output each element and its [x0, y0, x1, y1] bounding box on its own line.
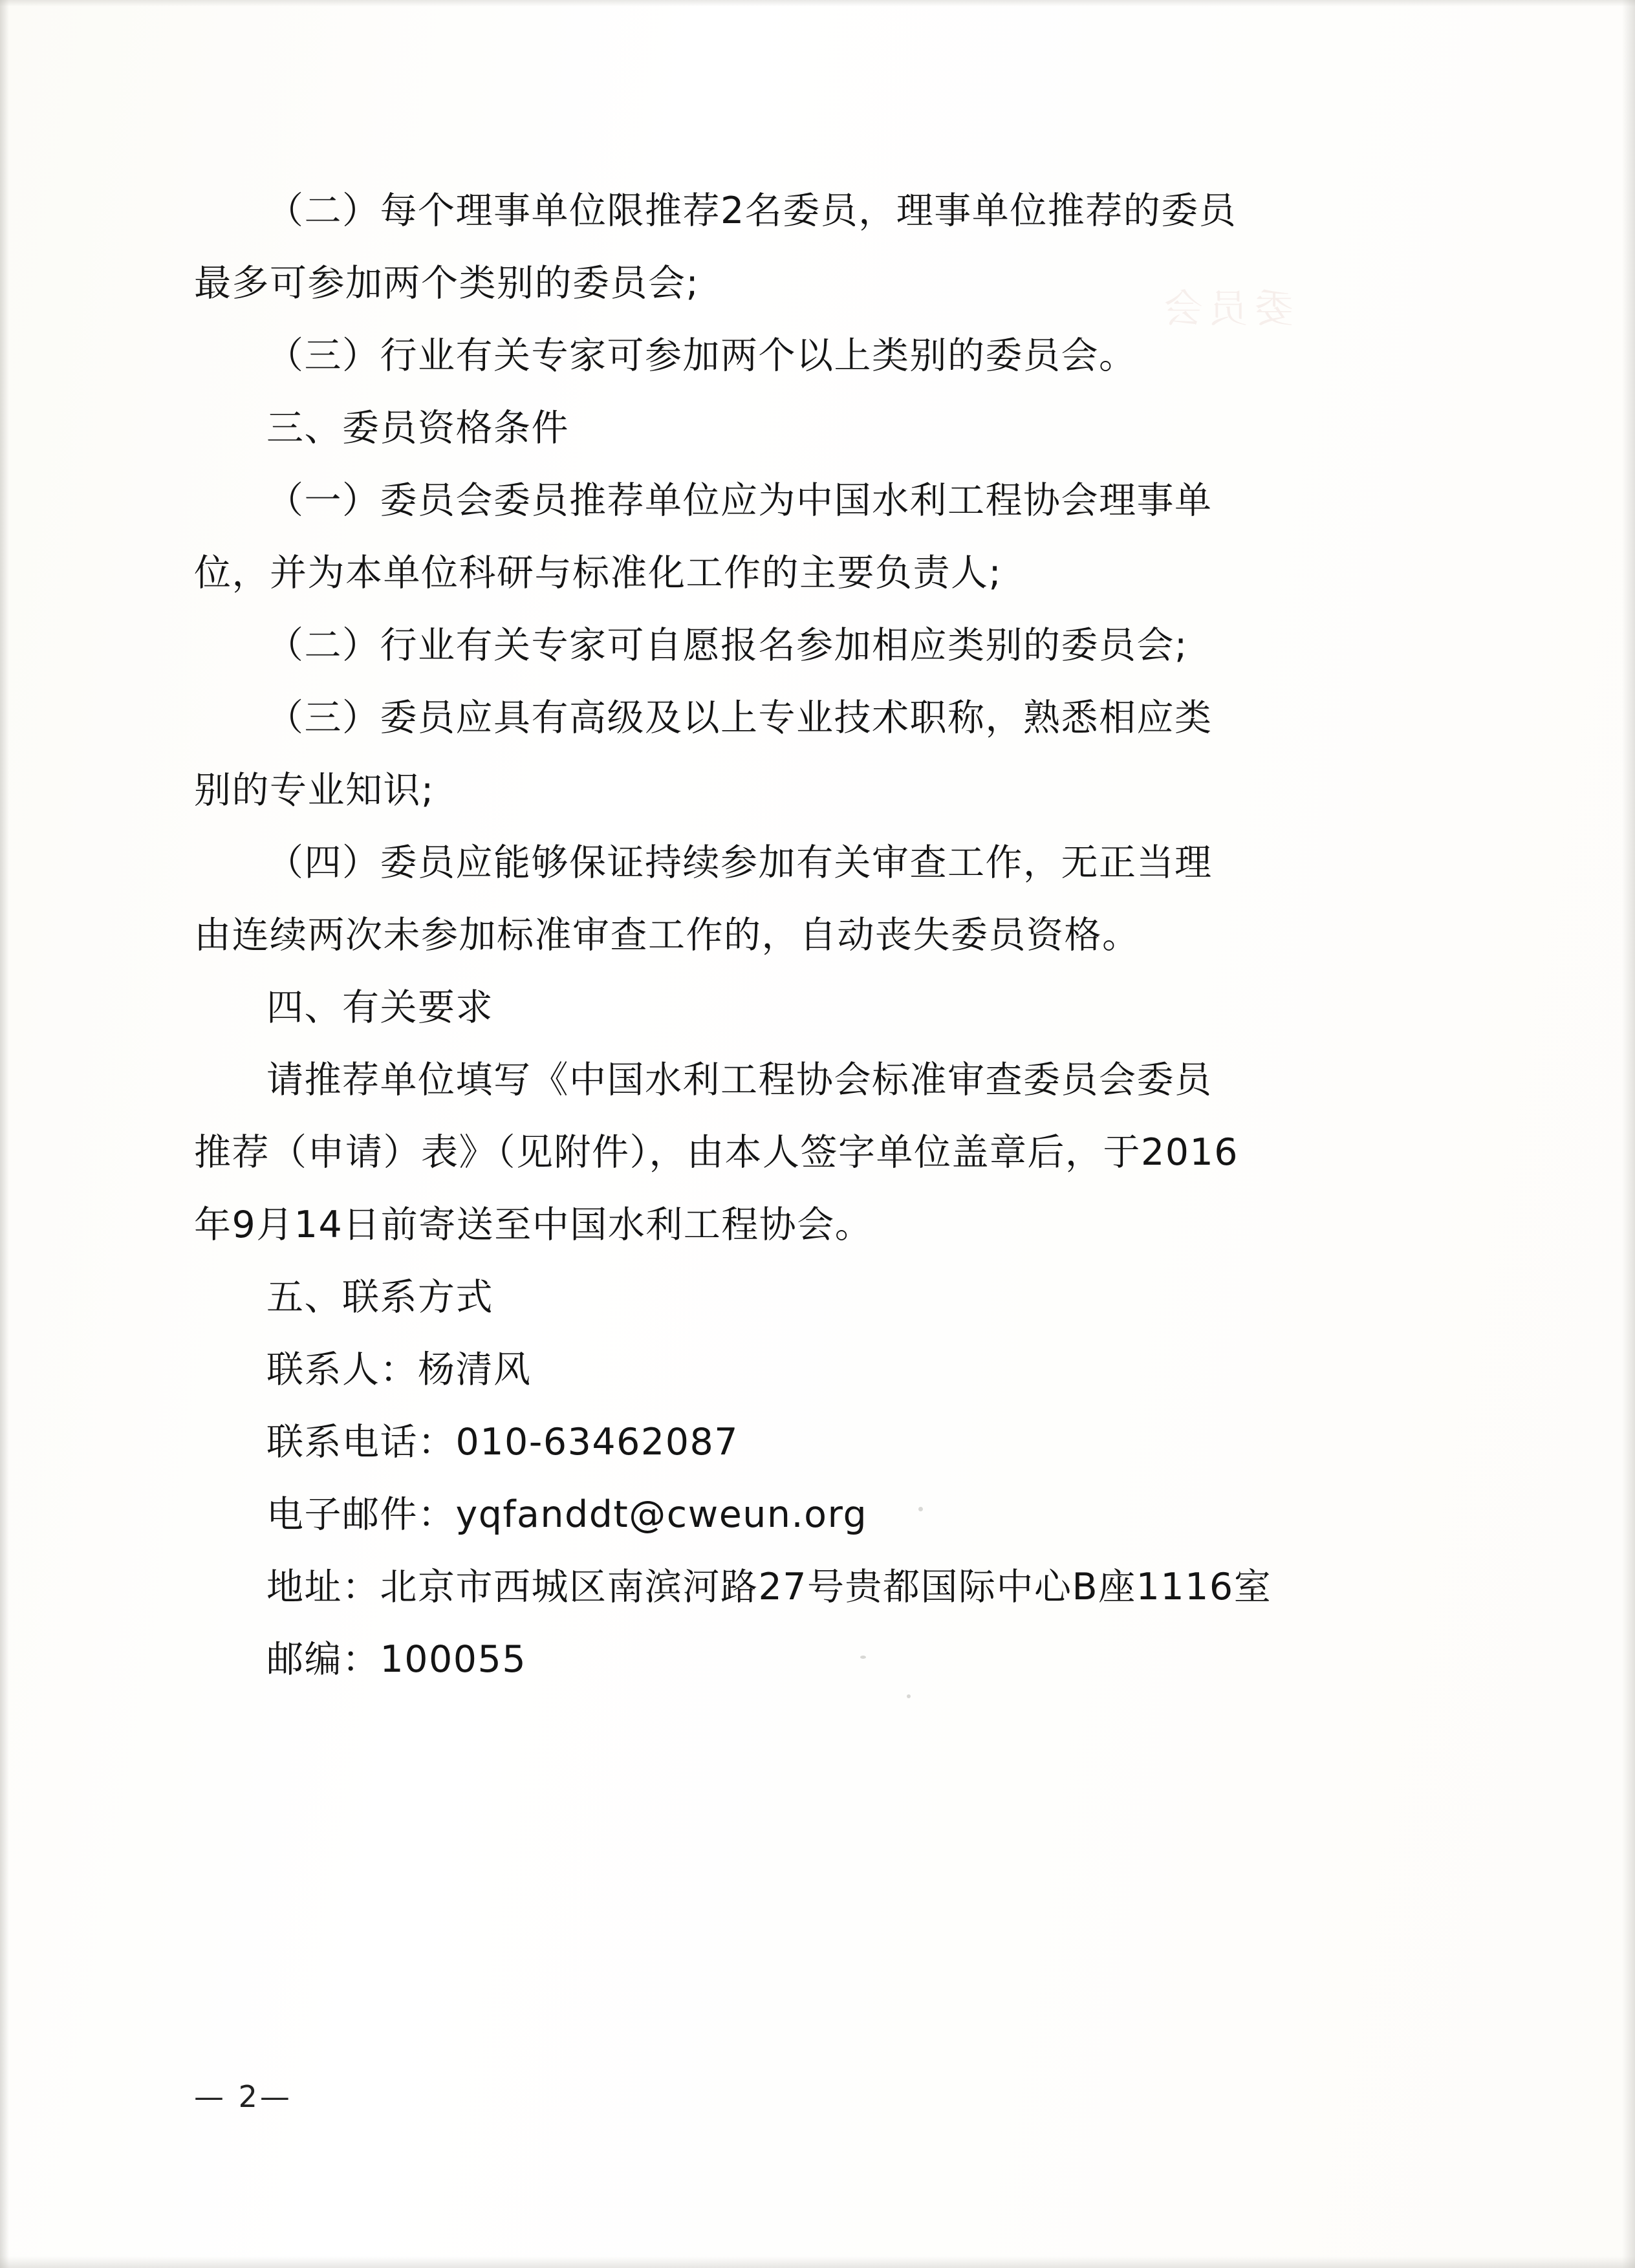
scan-edge-right	[1622, 0, 1635, 2268]
scan-edge-bottom	[0, 2256, 1635, 2268]
paragraph-line: （一）委员会委员推荐单位应为中国水利工程协会理事单	[266, 479, 1213, 522]
contact-postcode: 邮编：100055	[266, 1638, 527, 1681]
contact-phone: 联系电话：010-63462087	[266, 1421, 739, 1463]
document-body	[194, 175, 1436, 1696]
section-heading-five: 五、联系方式	[266, 1276, 493, 1319]
section-heading-four: 四、有关要求	[266, 986, 493, 1029]
contact-email: 电子邮件：yqfanddt@cweun.org	[266, 1493, 868, 1536]
paragraph-line: （三）行业有关专家可参加两个以上类别的委员会。	[266, 334, 1137, 377]
paragraph-line: 年9月14日前寄送至中国水利工程协会。	[194, 1204, 873, 1246]
scan-edge-left	[0, 0, 9, 2268]
page-number: — 2—	[194, 2079, 292, 2114]
paragraph-line: 别的专业知识;	[194, 769, 435, 812]
scan-edge-top	[0, 0, 1635, 6]
paragraph-line: 位，并为本单位科研与标准化工作的主要负责人;	[194, 552, 1002, 594]
paragraph-line: 最多可参加两个类别的委员会;	[194, 262, 700, 305]
paragraph-line: （二）行业有关专家可自愿报名参加相应类别的委员会;	[266, 624, 1188, 667]
paragraph-line: （三）委员应具有高级及以上专业技术职称，熟悉相应类	[266, 697, 1213, 739]
paragraph-line: （四）委员应能够保证持续参加有关审查工作，无正当理	[266, 841, 1213, 884]
contact-person: 联系人：杨清风	[266, 1348, 532, 1391]
section-heading-three: 三、委员资格条件	[266, 407, 569, 449]
paragraph-line: 由连续两次未参加标准审查工作的，自动丧失委员资格。	[194, 914, 1140, 956]
paragraph-line: 推荐（申请）表》（见附件），由本人签字单位盖章后，于2016	[194, 1131, 1239, 1174]
contact-address: 地址：北京市西城区南滨河路27号贵都国际中心B座1116室	[266, 1566, 1272, 1608]
bleed-through-ghost-text: 委员会	[1158, 286, 1294, 332]
paragraph-line: 请推荐单位填写《中国水利工程协会标准审查委员会委员	[266, 1059, 1213, 1101]
paragraph-line: （二）每个理事单位限推荐2名委员，理事单位推荐的委员	[266, 189, 1237, 232]
